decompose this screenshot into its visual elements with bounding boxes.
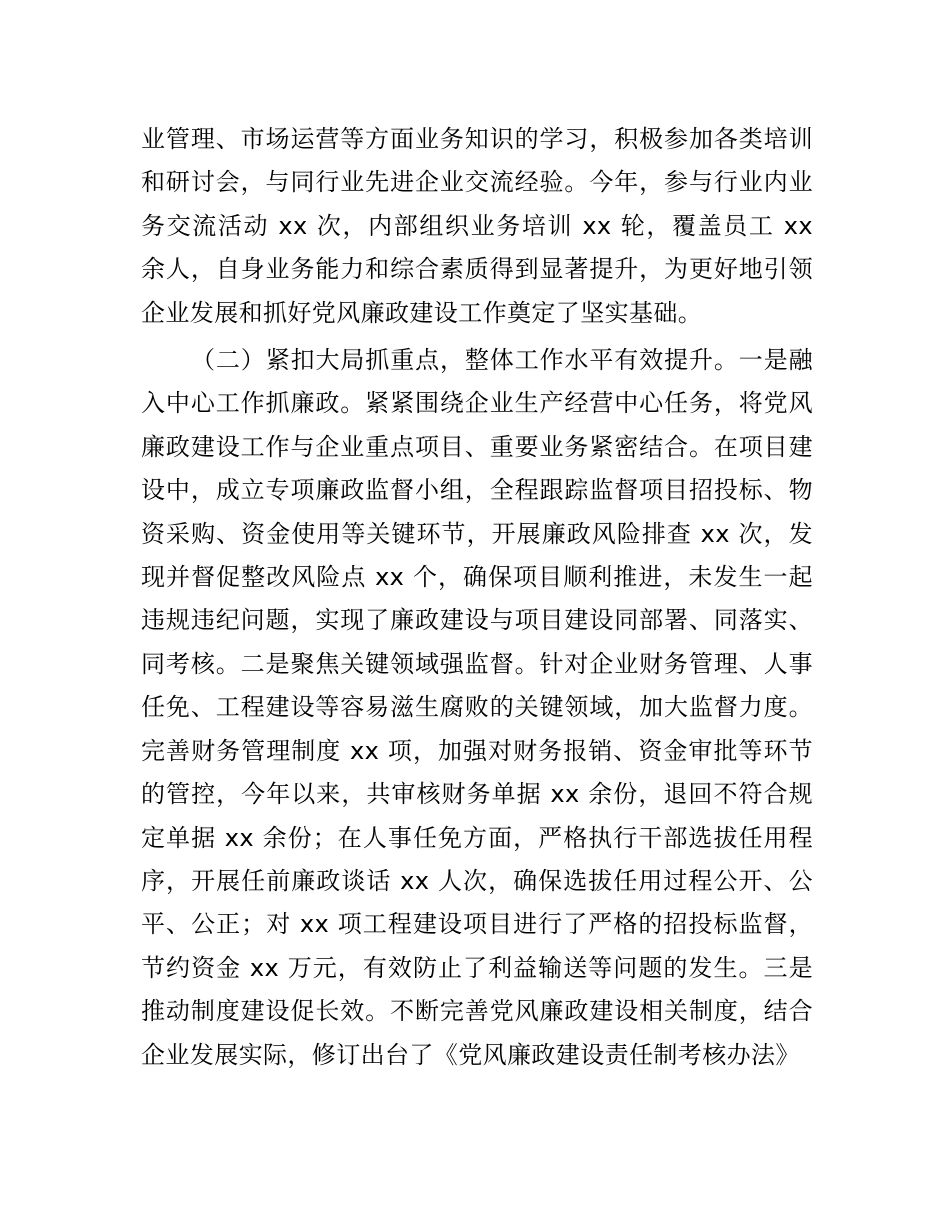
paragraph-2: （二）紧扣大局抓重点，整体工作水平有效提升。一是融入中心工作抓廉政。紧紧围绕企业生产经营中心任务，将党风廉政建设工作与企业重点项目、重要业务紧密结合。在项目建设中，成立专项廉政监督小组，全程跟踪监督项目招投标、物资采购、资金使用等关键环节，开展廉政风险排查 xx 次，发现并督促整改风险点 xx 个，确保项目顺利推进，未发生一起违规违纪问题，实现了廉政建设与项目建设同部署、同落实、同考核。二是聚焦关键领域强监督。针对企业财务管理、人事任免、工程建设等容易滋生腐败的关键领域，加大监督力度。完善财务管理制度 xx 项，加强对财务报销、资金审批等环节的管控，今年以来，共审核财务单据 xx 余份，退回不符合规定单据 xx 余份；在人事任免方面，严格执行干部选拔任用程序，开展任前廉政谈话 xx 人次，确保选拔任用过程公开、公平、公正；对 xx 项工程建设项目进行了严格的招投标监督，节约资金 xx 万元，有效防止了利益输送等问题的发生。三是推动制度建设促长效。不断完善党风廉政建设相关制度，结合企业发展实际，修订出台了《党风廉政建设责任制考核办法》 [141, 346, 813, 1069]
document-body [141, 118, 813, 1077]
paragraph-1: 业管理、市场运营等方面业务知识的学习，积极参加各类培训和研讨会，与同行业先进企业交流经验。今年，参与行业内业务交流活动 xx 次，内部组织业务培训 xx 轮，覆盖员工 xx 余人，自身业务能力和综合素质得到显著提升，为更好地引领企业发展和抓好党风廉政建设工作奠定了坚实基础。 [141, 125, 813, 327]
